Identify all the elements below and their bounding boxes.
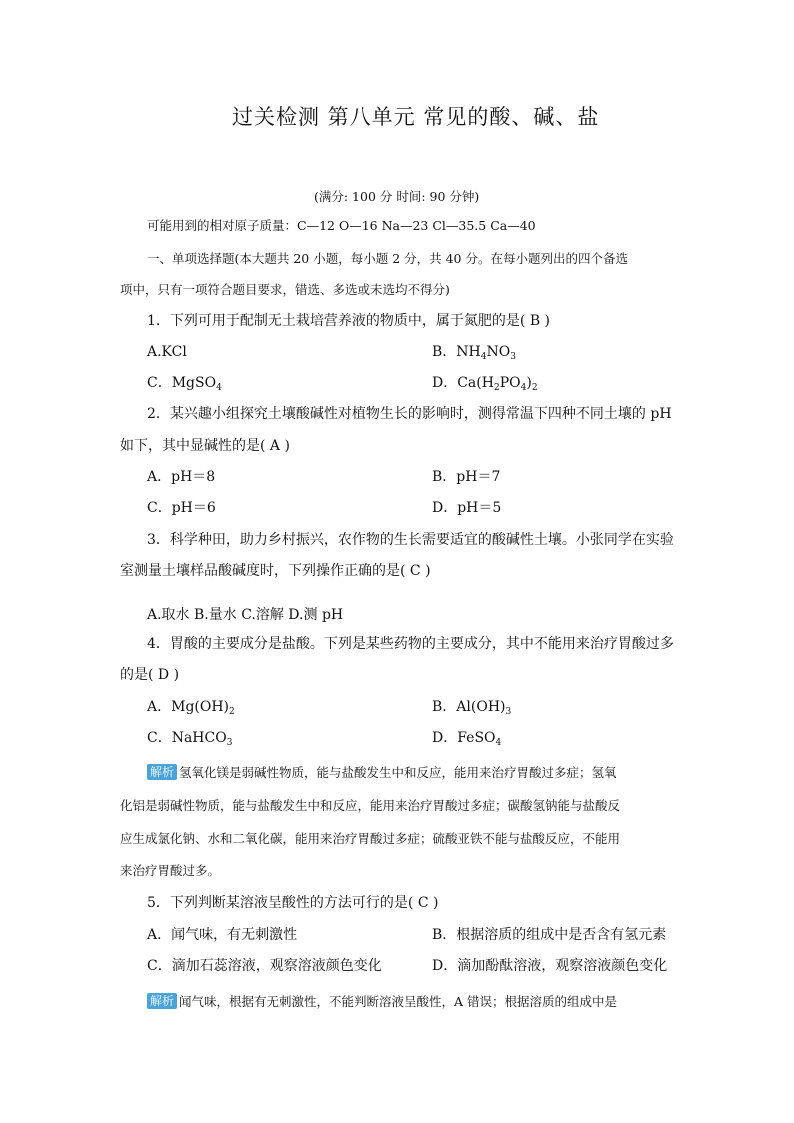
exam-meta: (满分: 100 分 时间: 90 分钟) bbox=[314, 189, 480, 204]
question-4-explanation-line-3: 应生成氯化钠、水和二氧化碳，能用来治疗胃酸过多症；硫酸亚铁不能与盐酸反应，不能用 bbox=[120, 831, 621, 846]
question-2-stem-line-1: 2．某兴趣小组探究土壤酸碱性对植物生长的影响时，测得常温下四种不同土壤的 pH bbox=[147, 406, 672, 422]
question-4-option-c: C．NaHCO$_3$ bbox=[147, 730, 233, 748]
question-4-stem-line-1: 4．胃酸的主要成分是盐酸。下列是某些药物的主要成分，其中不能用来治疗胃酸过多 bbox=[147, 636, 674, 652]
question-1-option-b: B．$NH_4NO_3$ bbox=[432, 344, 516, 362]
question-3-options: A.取水 B.量水 C.溶解 D.测 pH bbox=[147, 607, 344, 623]
page-title: 过关检测 第八单元 常见的酸、碱、盐 bbox=[232, 105, 600, 129]
question-5-option-b: B．根据溶质的组成中是否含有氢元素 bbox=[432, 927, 667, 943]
atomic-masses: 可能用到的相对原子质量：C—12 O—16 Na—23 Cl—35.5 Ca—40 bbox=[147, 218, 536, 233]
question-4-explanation-line-1: 解析 氢氧化镁是弱碱性物质，能与盐酸发生中和反应，能用来治疗胃酸过多症；氢氧 bbox=[147, 763, 617, 783]
question-1-option-d: D．$Ca(H_2PO_4)_2$ bbox=[432, 375, 538, 393]
question-5-stem: 5．下列判断某溶液呈酸性的方法可行的是( C ) bbox=[147, 895, 439, 911]
question-4-explanation-line-4: 来治疗胃酸过多。 bbox=[120, 863, 221, 878]
question-1-stem: 1．下列可用于配制无土栽培营养液的物质中，属于氮肥的是( B ) bbox=[147, 313, 551, 329]
question-5-explanation-line-1: 解析 闻气味，根据有无刺激性，不能判断溶液呈酸性，A 错误；根据溶质的组成中是 bbox=[147, 992, 617, 1012]
question-2-option-c: C．pH＝6 bbox=[147, 500, 216, 516]
question-5-option-d: D．滴加酚酞溶液，观察溶液颜色变化 bbox=[432, 958, 668, 974]
question-2-option-d: D．pH＝5 bbox=[432, 500, 502, 516]
question-1-option-c: C．MgSO$_4$ bbox=[147, 375, 222, 393]
question-5-option-a: A．闻气味，有无刺激性 bbox=[147, 927, 298, 943]
question-4-option-d: D．FeSO$_4$ bbox=[432, 730, 502, 748]
explanation-badge: 解析 bbox=[147, 764, 177, 780]
question-1-option-a: A.KCl bbox=[147, 344, 187, 360]
explanation-badge: 解析 bbox=[147, 993, 177, 1009]
question-5-option-c: C．滴加石蕊溶液，观察溶液颜色变化 bbox=[147, 958, 382, 974]
question-4-stem-line-2: 的是( D ) bbox=[120, 667, 180, 683]
question-4-explanation-line-2: 化铝是弱碱性物质，能与盐酸发生中和反应，能用来治疗胃酸过多症；碳酸氢钠能与盐酸反 bbox=[120, 798, 621, 813]
question-2-option-a: A．pH＝8 bbox=[147, 469, 216, 485]
question-2-stem-line-2: 如下，其中显碱性的是( A ) bbox=[120, 438, 290, 454]
section-heading-line-1: 一、单项选择题(本大题共 20 小题，每小题 2 分，共 40 分。在每小题列出的四个备选 bbox=[147, 251, 628, 266]
question-3-stem-line-2: 室测量土壤样品酸碱度时，下列操作正确的是( C ) bbox=[120, 563, 431, 579]
question-4-option-a: A．$Mg(OH)_2$ bbox=[147, 699, 235, 717]
question-3-stem-line-1: 3．科学种田，助力乡村振兴，农作物的生长需要适宜的酸碱性土壤。小张同学在实验 bbox=[147, 532, 674, 548]
question-4-option-b: B．$Al(OH)_3$ bbox=[432, 699, 512, 717]
question-2-option-b: B．pH＝7 bbox=[432, 469, 501, 485]
section-heading-line-2: 项中，只有一项符合题目要求，错选、多选或未选均不得分) bbox=[120, 282, 450, 297]
